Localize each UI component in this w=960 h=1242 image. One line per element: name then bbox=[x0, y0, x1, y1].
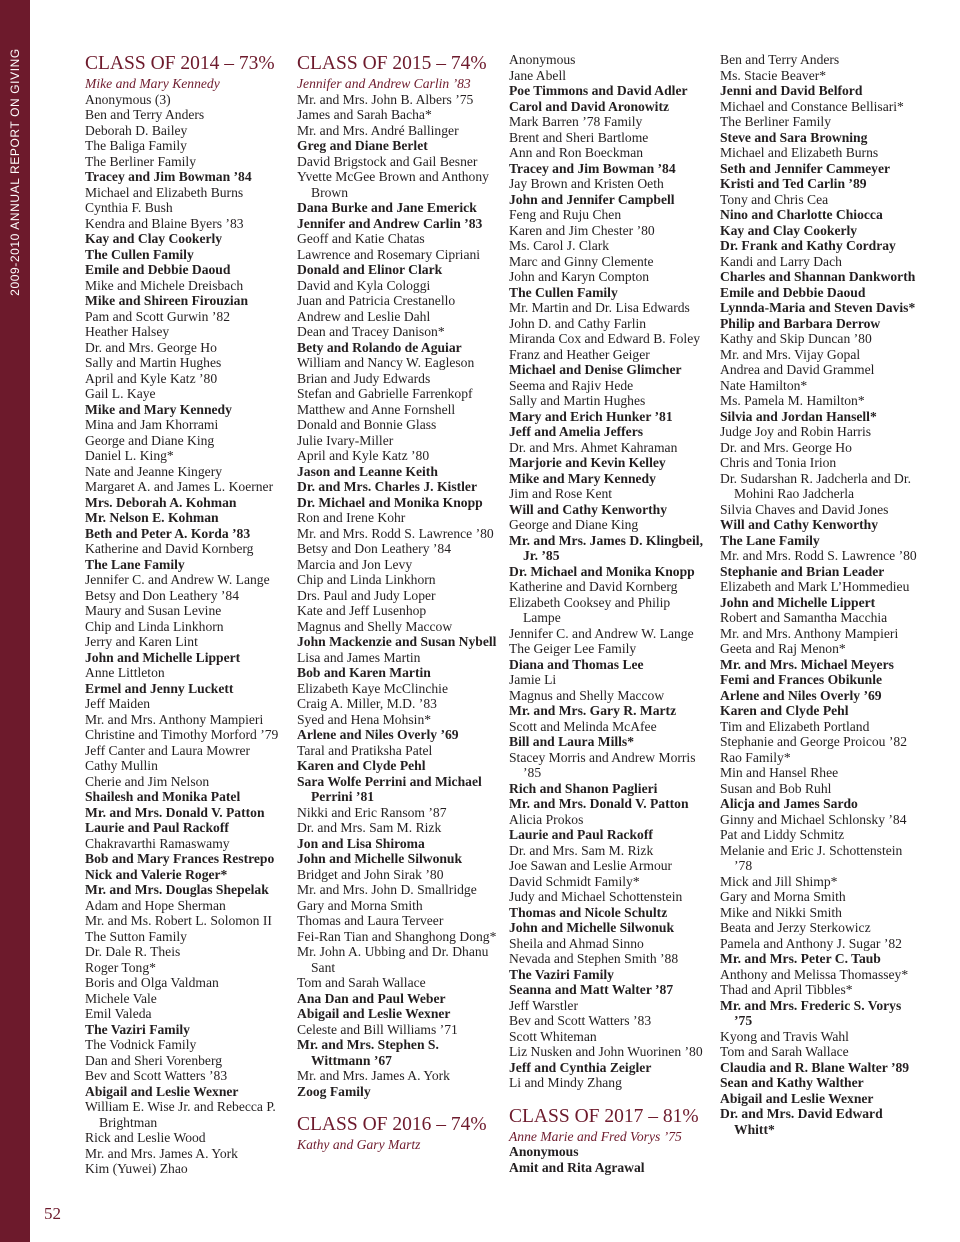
donor-name: April and Kyle Katz ’80 bbox=[297, 448, 430, 463]
donor-name: Carol and David Aronowitz bbox=[509, 98, 669, 114]
donor-name: Mr. and Mrs. Michael Meyers bbox=[720, 656, 894, 672]
donor-name: Greg and Diane Berlet bbox=[297, 138, 428, 153]
donor-name: John and Jennifer Campbell bbox=[509, 191, 675, 207]
donor-name: The Geiger Lee Family bbox=[509, 641, 637, 656]
donor-name: Anonymous (3) bbox=[85, 91, 171, 107]
donor-list bbox=[297, 92, 497, 1100]
donor-name: Stephanie and George Proicou ’82 bbox=[720, 734, 907, 749]
donor-name: The Vaziri Family bbox=[509, 966, 614, 982]
class-heading: CLASS OF 2016 – 74% bbox=[297, 1114, 487, 1135]
donor-name: Mary and Erich Hunker ’81 bbox=[509, 408, 673, 424]
donor-name: Will and Cathy Kenworthy bbox=[720, 517, 878, 532]
donor-name: Mr. and Mrs. Peter C. Taub bbox=[720, 951, 881, 966]
donor-name: Dr. and Mrs. George Ho bbox=[85, 339, 217, 355]
donor-name: Marcia and Jon Levy bbox=[297, 556, 413, 572]
donor-name: Mr. Martin and Dr. Lisa Edwards bbox=[509, 300, 690, 315]
donor-name: Joe Sawan and Leslie Armour bbox=[509, 858, 673, 873]
donor-name: Tony and Chris Cea bbox=[720, 191, 829, 207]
donor-name: Boris and Olga Valdman bbox=[85, 975, 219, 990]
donor-name: Dr. Frank and Kathy Cordray bbox=[720, 238, 896, 253]
donor-name: Dean and Tracey Danison* bbox=[297, 324, 445, 339]
donor-name: Jennifer and Andrew Carlin ’83 bbox=[297, 215, 483, 231]
donor-name: Bob and Mary Frances Restrepo bbox=[85, 851, 275, 866]
donor-name: Lawrence and Rosemary Cipriani bbox=[297, 246, 481, 262]
donor-name: Kyong and Travis Wahl bbox=[720, 1028, 849, 1044]
donor-name: Lisa and James Martin bbox=[297, 649, 421, 665]
donor-name: The Sutton Family bbox=[85, 928, 187, 944]
donor-name: Jenni and David Belford bbox=[720, 83, 863, 98]
donor-name: Mr. and Mrs. Gary R. Martz bbox=[509, 703, 677, 718]
donor-name: Anonymous bbox=[509, 1144, 579, 1159]
donor-name: Kay and Clay Cookerly bbox=[720, 222, 858, 238]
donor-name: Gail L. Kaye bbox=[85, 386, 156, 401]
donor-name: Seanna and Matt Walter ’87 bbox=[509, 982, 674, 997]
donor-list bbox=[509, 1144, 709, 1175]
donor-name: Beth and Peter A. Korda ’83 bbox=[85, 525, 251, 541]
donor-name: Bob and Karen Martin bbox=[297, 665, 431, 680]
donor-name: Magnus and Shelly Maccow bbox=[297, 618, 453, 634]
donor-name: Roger Tong* bbox=[85, 959, 156, 975]
donor-name: Thomas and Nicole Schultz bbox=[509, 904, 668, 920]
donor-name: Mr. Nelson E. Kohman bbox=[85, 510, 219, 525]
donor-name: Bill and Laura Mills* bbox=[509, 734, 635, 749]
donor-name: Liz Nusken and John Wuorinen ’80 bbox=[509, 1044, 703, 1059]
donor-name: Dr. Michael and Monika Knopp bbox=[297, 494, 483, 510]
donor-name: Jane Abell bbox=[509, 67, 567, 83]
donor-name: Donald and Bonnie Glass bbox=[297, 417, 437, 432]
donor-name: Kim (Yuwei) Zhao bbox=[85, 1161, 188, 1176]
donor-name: Nevada and Stephen Smith ’88 bbox=[509, 951, 679, 966]
donor-name: Jon and Lisa Shiroma bbox=[297, 835, 425, 851]
donor-name: John and Michelle Lippert bbox=[720, 594, 876, 610]
donor-name: Mr. and Mrs. Rodd S. Lawrence ’80 bbox=[720, 548, 917, 563]
donor-name: Steve and Sara Browning bbox=[720, 129, 868, 145]
donor-name: Chip and Linda Linkhorn bbox=[85, 618, 224, 634]
donor-name: Michael and Elizabeth Burns bbox=[720, 145, 879, 160]
donor-name: Adam and Hope Sherman bbox=[85, 897, 226, 913]
report-title: 2009-2010 ANNUAL REPORT ON GIVING bbox=[8, 48, 22, 296]
donor-name: Margaret A. and James L. Koerner bbox=[85, 479, 274, 494]
donor-name: George and Diane King bbox=[509, 517, 639, 532]
donor-name: Mr. and Mrs. James A. York bbox=[297, 1068, 450, 1083]
donor-name: Susan and Bob Ruhl bbox=[720, 780, 832, 796]
donor-name: The Cullen Family bbox=[509, 284, 618, 300]
donor-name: Cynthia F. Bush bbox=[85, 200, 173, 215]
donor-name: Ms. Pamela M. Hamilton* bbox=[720, 393, 865, 408]
donor-name: John and Karyn Compton bbox=[509, 269, 650, 284]
donor-name: Marc and Ginny Clemente bbox=[509, 253, 654, 269]
class-heading: CLASS OF 2017 – 81% bbox=[509, 1105, 699, 1127]
donor-name: Dr. and Mrs. Ahmet Kahraman bbox=[509, 439, 678, 455]
donor-name: Thad and April Tibbles* bbox=[720, 982, 853, 997]
donor-name: Judge Joy and Robin Harris bbox=[720, 424, 872, 439]
donor-name: Jeff and Cynthia Zeigler bbox=[509, 1059, 652, 1075]
donor-name: Mr. and Mrs. Stephen S. Wittmann ’67 bbox=[297, 1037, 439, 1068]
donor-name: Julie Ivary-Miller bbox=[297, 432, 394, 448]
donor-name: Tracey and Jim Bowman ’84 bbox=[85, 169, 252, 184]
donor-name: Abigail and Leslie Wexner bbox=[720, 1090, 874, 1106]
donor-name: Miranda Cox and Edward B. Foley bbox=[509, 331, 701, 346]
donor-name: Dr. and Mrs. Sam M. Rizk bbox=[509, 842, 654, 858]
donor-name: Rich and Shanon Paglieri bbox=[509, 780, 658, 796]
donor-name: Matthew and Anne Fornshell bbox=[297, 401, 456, 417]
donor-name: Mrs. Deborah A. Kohman bbox=[85, 494, 237, 510]
donor-name: Ginny and Michael Schlonsky ’84 bbox=[720, 811, 907, 827]
class-heading: CLASS OF 2015 – 74% bbox=[297, 53, 487, 74]
donor-name: Sara Wolfe Perrini and Michael Perrini ’81 bbox=[297, 773, 482, 804]
donor-name: Emile and Debbie Daoud bbox=[85, 262, 231, 277]
donor-name: Nate Hamilton* bbox=[720, 377, 808, 393]
donor-name: John and Michelle Silwonuk bbox=[297, 851, 463, 866]
donor-name: Michele Vale bbox=[85, 990, 157, 1006]
donor-name: Elizabeth Kaye McClinchie bbox=[297, 680, 448, 696]
donor-name: Mr. and Mrs. André Ballinger bbox=[297, 122, 459, 138]
donor-name: Jennifer C. and Andrew W. Lange bbox=[509, 625, 694, 641]
donor-name: The Berliner Family bbox=[85, 153, 196, 169]
donor-name: Min and Hansel Rhee bbox=[720, 765, 839, 780]
donor-name: Mike and Mary Kennedy bbox=[509, 470, 656, 486]
donor-name: James and Sarah Bacha* bbox=[297, 107, 432, 122]
donor-name: Chip and Linda Linkhorn bbox=[297, 572, 436, 587]
donor-name: Bety and Rolando de Aguiar bbox=[297, 339, 462, 355]
donor-name: Seema and Rajiv Hede bbox=[509, 377, 634, 393]
donor-name: Tom and Sarah Wallace bbox=[720, 1044, 849, 1059]
donor-name: Jerry and Karen Lint bbox=[85, 634, 198, 649]
donor-name: Mr. and Mrs. Anthony Mampieri bbox=[720, 625, 899, 641]
donor-name: Ann and Ron Boeckman bbox=[509, 145, 644, 160]
donor-name: Diana and Thomas Lee bbox=[509, 656, 644, 672]
donor-name: Heather Halsey bbox=[85, 324, 170, 339]
donor-name: Chris and Tonia Irion bbox=[720, 455, 837, 470]
donor-name: Andrew and Leslie Dahl bbox=[297, 308, 431, 324]
donor-name: Jim and Rose Kent bbox=[509, 486, 613, 501]
donor-name: Abigail and Leslie Wexner bbox=[85, 1083, 239, 1099]
donor-name: Femi and Frances Obikunle bbox=[720, 672, 883, 687]
column-3 bbox=[509, 52, 709, 1175]
donor-name: Jeff Warstler bbox=[509, 997, 578, 1013]
donor-name: Mr. and Mrs. John B. Albers ’75 bbox=[297, 91, 474, 107]
donor-name: Deborah D. Bailey bbox=[85, 122, 188, 138]
donor-name: Nate and Jeanne Kingery bbox=[85, 463, 223, 479]
donor-name: Sally and Martin Hughes bbox=[509, 393, 646, 408]
donor-name: Elizabeth Cooksey and Philip Lampe bbox=[509, 594, 671, 625]
donor-name: Dr. and Mrs. David Edward Whitt* bbox=[720, 1106, 883, 1137]
donor-name: Jeff Canter and Laura Mowrer bbox=[85, 742, 251, 758]
donor-name: Anne Littleton bbox=[85, 665, 165, 680]
donor-name: George and Diane King bbox=[85, 432, 215, 448]
donor-name: David Schmidt Family* bbox=[509, 873, 640, 889]
donor-name: Ermel and Jenny Luckett bbox=[85, 680, 234, 696]
donor-name: Stefan and Gabrielle Farrenkopf bbox=[297, 386, 473, 401]
donor-name: Craig A. Miller, M.D. ’83 bbox=[297, 696, 437, 711]
donor-name: John and Michelle Lippert bbox=[85, 649, 241, 665]
class-chairs: Jennifer and Andrew Carlin ’83 bbox=[297, 76, 471, 91]
donor-name: Brian and Judy Edwards bbox=[297, 370, 431, 386]
donor-name: Michael and Elizabeth Burns bbox=[85, 184, 244, 200]
donor-name: The Vodnick Family bbox=[85, 1037, 197, 1052]
donor-name: Taral and Pratiksha Patel bbox=[297, 742, 433, 758]
donor-name: Rick and Leslie Wood bbox=[85, 1130, 206, 1145]
donor-name: Alicja and James Sardo bbox=[720, 796, 858, 811]
donor-list bbox=[509, 52, 709, 1091]
donor-name: John D. and Cathy Farlin bbox=[509, 315, 647, 331]
donor-name: Pamela and Anthony J. Sugar ’82 bbox=[720, 935, 902, 951]
donor-name: Celeste and Bill Williams ’71 bbox=[297, 1021, 458, 1037]
donor-name: Daniel L. King* bbox=[85, 448, 174, 463]
donor-name: Ben and Terry Anders bbox=[720, 52, 840, 67]
donor-name: Laurie and Paul Rackoff bbox=[85, 820, 229, 835]
donor-list bbox=[720, 52, 920, 1137]
donor-name: Cherie and Jim Nelson bbox=[85, 773, 210, 789]
donor-name: Jeff and Amelia Jeffers bbox=[509, 424, 644, 439]
donor-name: Mick and Jill Shimp* bbox=[720, 873, 838, 889]
donor-name: Mike and Nikki Smith bbox=[720, 904, 842, 920]
donor-name: Silvia Chaves and David Jones bbox=[720, 501, 889, 517]
donor-name: Sean and Kathy Walther bbox=[720, 1075, 864, 1090]
donor-name: Ms. Carol J. Clark bbox=[509, 238, 610, 253]
donor-name: Judy and Michael Schottenstein bbox=[509, 889, 683, 904]
donor-name: Geeta and Raj Menon* bbox=[720, 641, 846, 656]
donor-name: Dr. and Mrs. George Ho bbox=[720, 439, 852, 455]
donor-name: Michael and Denise Glimcher bbox=[509, 362, 682, 377]
donor-name: Maury and Susan Levine bbox=[85, 603, 222, 618]
donor-name: Jamie Li bbox=[509, 672, 557, 687]
donor-name: Scott Whiteman bbox=[509, 1028, 597, 1044]
donor-name: Silvia and Jordan Hansell* bbox=[720, 408, 877, 424]
donor-name: Charles and Shannan Dankworth bbox=[720, 269, 916, 284]
donor-name: Christine and Timothy Morford ’79 bbox=[85, 727, 279, 742]
donor-name: Tim and Elizabeth Portland bbox=[720, 718, 870, 734]
class-chairs: Anne Marie and Fred Vorys ’75 bbox=[509, 1128, 682, 1144]
donor-name: Emile and Debbie Daoud bbox=[720, 284, 866, 300]
donor-name: The Cullen Family bbox=[85, 246, 194, 262]
donor-name: Dr. Sudarshan R. Jadcherla and Dr. Mohini Rao Jadcherla bbox=[720, 470, 912, 501]
donor-name: Dr. Dale R. Theis bbox=[85, 944, 181, 959]
donor-name: Stacey Morris and Andrew Morris ’85 bbox=[509, 749, 696, 780]
donor-name: William E. Wise Jr. and Rebecca P. Brightman bbox=[85, 1099, 276, 1130]
donor-name: Mr. and Mrs. Rodd S. Lawrence ’80 bbox=[297, 525, 494, 541]
donor-name: Sheila and Ahmad Sinno bbox=[509, 935, 644, 951]
donor-name: Betsy and Don Leathery ’84 bbox=[297, 541, 452, 556]
donor-name: Abigail and Leslie Wexner bbox=[297, 1006, 451, 1021]
donor-name: Andrea and David Grammel bbox=[720, 362, 875, 377]
donor-name: The Lane Family bbox=[720, 532, 820, 548]
column-1 bbox=[85, 52, 285, 1177]
donor-name: Dana Burke and Jane Emerick bbox=[297, 200, 477, 215]
donor-name: Anthony and Melissa Thomassey* bbox=[720, 966, 909, 982]
donor-name: Philip and Barbara Derrow bbox=[720, 315, 881, 331]
donor-name: The Baliga Family bbox=[85, 138, 187, 153]
donor-name: Mina and Jam Khorrami bbox=[85, 417, 219, 432]
donor-name: Mike and Mary Kennedy bbox=[85, 401, 232, 417]
donor-name: Melanie and Eric J. Schottenstein ’78 bbox=[720, 842, 903, 873]
class-chairs: Mike and Mary Kennedy bbox=[85, 76, 220, 91]
donor-name: The Lane Family bbox=[85, 556, 185, 572]
donor-name: Rao Family* bbox=[720, 749, 791, 765]
donor-name: Shailesh and Monika Patel bbox=[85, 789, 241, 804]
donor-name: Mike and Michele Dreisbach bbox=[85, 277, 244, 293]
donor-name: Mr. and Mrs. Frederic S. Vorys ’75 bbox=[720, 997, 902, 1028]
donor-name: Marjorie and Kevin Kelley bbox=[509, 455, 666, 470]
donor-name: Zoog Family bbox=[297, 1083, 371, 1099]
donor-name: Syed and Hena Mohsin* bbox=[297, 711, 432, 727]
donor-name: Feng and Ruju Chen bbox=[509, 207, 622, 222]
donor-name: Nikki and Eric Ransom ’87 bbox=[297, 804, 447, 820]
donor-name: Thomas and Laura Terveer bbox=[297, 913, 444, 928]
donor-name: Ms. Stacie Beaver* bbox=[720, 67, 827, 83]
donor-name: Geoff and Katie Chatas bbox=[297, 231, 425, 246]
donor-name: The Berliner Family bbox=[720, 114, 831, 129]
donor-list bbox=[85, 92, 285, 1177]
donor-name: Kate and Jeff Lusenhop bbox=[297, 603, 427, 618]
donor-name: Gary and Morna Smith bbox=[720, 889, 846, 904]
donor-name: Nick and Valerie Roger* bbox=[85, 866, 228, 882]
donor-name: Elizabeth and Mark L’Hommedieu bbox=[720, 579, 910, 594]
donor-name: Donald and Elinor Clark bbox=[297, 262, 443, 277]
donor-name: Kay and Clay Cookerly bbox=[85, 231, 223, 246]
donor-name: Kandi and Larry Dach bbox=[720, 253, 842, 269]
donor-name: Scott and Melinda McAfee bbox=[509, 718, 657, 734]
donor-name: Alicia Prokos bbox=[509, 811, 584, 827]
donor-name: Chakravarthi Ramaswamy bbox=[85, 835, 230, 851]
donor-name: Mr. and Mrs. Donald V. Patton bbox=[85, 804, 265, 820]
donor-name: Ben and Terry Anders bbox=[85, 107, 205, 122]
page-number: 52 bbox=[44, 1204, 61, 1223]
donor-name: Kendra and Blaine Byers ’83 bbox=[85, 215, 244, 231]
donor-name: Claudia and R. Blane Walter ’89 bbox=[720, 1059, 910, 1075]
donor-name: Amit and Rita Agrawal bbox=[509, 1159, 645, 1175]
donor-name: Tom and Sarah Wallace bbox=[297, 975, 426, 990]
sidebar-band bbox=[0, 0, 30, 1242]
donor-name: David and Kyla Cologgi bbox=[297, 277, 431, 293]
donor-name: Nino and Charlotte Chiocca bbox=[720, 207, 883, 222]
donor-name: Katherine and David Kornberg bbox=[85, 541, 254, 556]
donor-name: Gary and Morna Smith bbox=[297, 897, 423, 913]
donor-name: Yvette McGee Brown and Anthony Brown bbox=[297, 169, 489, 200]
donor-name: Drs. Paul and Judy Loper bbox=[297, 587, 436, 603]
donor-name: Mark Barren ’78 Family bbox=[509, 114, 643, 129]
donor-name: Dr. and Mrs. Sam M. Rizk bbox=[297, 820, 442, 835]
donor-name: Cathy Mullin bbox=[85, 758, 158, 773]
donor-name: Seth and Jennifer Cammeyer bbox=[720, 160, 891, 176]
donor-name: Mr. and Ms. Robert L. Solomon II bbox=[85, 913, 272, 928]
donor-name: Kristi and Ted Carlin ’89 bbox=[720, 176, 867, 191]
donor-name: Ana Dan and Paul Weber bbox=[297, 990, 446, 1006]
donor-name: Jennifer C. and Andrew W. Lange bbox=[85, 572, 270, 587]
donor-name: John and Michelle Silwonuk bbox=[509, 920, 675, 935]
donor-name: Karen and Jim Chester ’80 bbox=[509, 222, 655, 238]
donor-name: Jay Brown and Kristen Oeth bbox=[509, 176, 664, 191]
donor-name: Brent and Sheri Bartlome bbox=[509, 129, 649, 145]
donor-name: Jeff Maiden bbox=[85, 696, 151, 711]
donor-name: Mr. John A. Ubbing and Dr. Dhanu Sant bbox=[297, 944, 489, 975]
donor-name: The Vaziri Family bbox=[85, 1021, 190, 1037]
donor-name: Ron and Irene Kohr bbox=[297, 510, 406, 525]
class-heading: CLASS OF 2014 – 73% bbox=[85, 53, 275, 74]
donor-name: Beata and Jerzy Sterkowicz bbox=[720, 920, 871, 935]
class-chairs: Kathy and Gary Martz bbox=[297, 1137, 421, 1152]
donor-name: Mr. and Mrs. James A. York bbox=[85, 1145, 238, 1161]
donor-name: Emil Valeda bbox=[85, 1006, 152, 1021]
donor-name: April and Kyle Katz ’80 bbox=[85, 370, 218, 386]
donor-name: Dr. Michael and Monika Knopp bbox=[509, 563, 695, 579]
donor-name: Juan and Patricia Crestanello bbox=[297, 293, 456, 308]
donor-name: Dr. and Mrs. Charles J. Kistler bbox=[297, 479, 477, 494]
donor-name: Lynnda-Maria and Steven Davis* bbox=[720, 300, 916, 315]
donor-name: William and Nancy W. Eagleson bbox=[297, 355, 475, 370]
donor-name: Laurie and Paul Rackoff bbox=[509, 827, 653, 842]
column-4 bbox=[720, 52, 920, 1137]
donor-name: Betsy and Don Leathery ’84 bbox=[85, 587, 240, 603]
donor-name: Mr. and Mrs. Vijay Gopal bbox=[720, 346, 861, 362]
donor-name: Robert and Samantha Macchia bbox=[720, 610, 888, 625]
donor-name: Bev and Scott Watters ’83 bbox=[509, 1013, 652, 1028]
donor-name: Bridget and John Sirak ’80 bbox=[297, 866, 444, 882]
donor-name: Stephanie and Brian Leader bbox=[720, 563, 885, 579]
donor-name: Will and Cathy Kenworthy bbox=[509, 501, 667, 517]
column-2 bbox=[297, 52, 497, 1153]
donor-name: Katherine and David Kornberg bbox=[509, 579, 678, 594]
donor-name: Anonymous bbox=[509, 52, 576, 67]
donor-name: Bev and Scott Watters ’83 bbox=[85, 1068, 228, 1083]
donor-name: Magnus and Shelly Maccow bbox=[509, 687, 665, 703]
donor-name: Pat and Liddy Schmitz bbox=[720, 827, 845, 842]
donor-name: Mike and Shireen Firouzian bbox=[85, 293, 249, 308]
donor-name: Sally and Martin Hughes bbox=[85, 355, 222, 370]
donor-name: Karen and Clyde Pehl bbox=[720, 703, 849, 718]
donor-name: Dan and Sheri Vorenberg bbox=[85, 1052, 223, 1068]
donor-name: Poe Timmons and David Adler bbox=[509, 83, 688, 98]
donor-name: Arlene and Niles Overly ’69 bbox=[297, 727, 459, 742]
donor-name: Jason and Leanne Keith bbox=[297, 463, 438, 479]
donor-name: John Mackenzie and Susan Nybell bbox=[297, 634, 497, 649]
donor-name: Franz and Heather Geiger bbox=[509, 346, 650, 362]
donor-name: Mr. and Mrs. John D. Smallridge bbox=[297, 882, 477, 897]
donor-name: Mr. and Mrs. Donald V. Patton bbox=[509, 796, 689, 811]
donor-name: Michael and Constance Bellisari* bbox=[720, 98, 904, 114]
donor-name: Mr. and Mrs. Anthony Mampieri bbox=[85, 711, 264, 727]
donor-name: Kathy and Skip Duncan ’80 bbox=[720, 331, 872, 346]
donor-name: Fei-Ran Tian and Shanghong Dong* bbox=[297, 928, 497, 944]
donor-name: Karen and Clyde Pehl bbox=[297, 758, 426, 773]
donor-name: Mr. and Mrs. Douglas Shepelak bbox=[85, 882, 269, 897]
donor-name: Mr. and Mrs. James D. Klingbeil, Jr. ’85 bbox=[509, 532, 703, 563]
donor-name: David Brigstock and Gail Besner bbox=[297, 153, 478, 169]
donor-name: Pam and Scott Gurwin ’82 bbox=[85, 308, 230, 324]
donor-name: Li and Mindy Zhang bbox=[509, 1075, 622, 1090]
donor-name: Tracey and Jim Bowman ’84 bbox=[509, 160, 676, 176]
donor-name: Arlene and Niles Overly ’69 bbox=[720, 687, 882, 703]
